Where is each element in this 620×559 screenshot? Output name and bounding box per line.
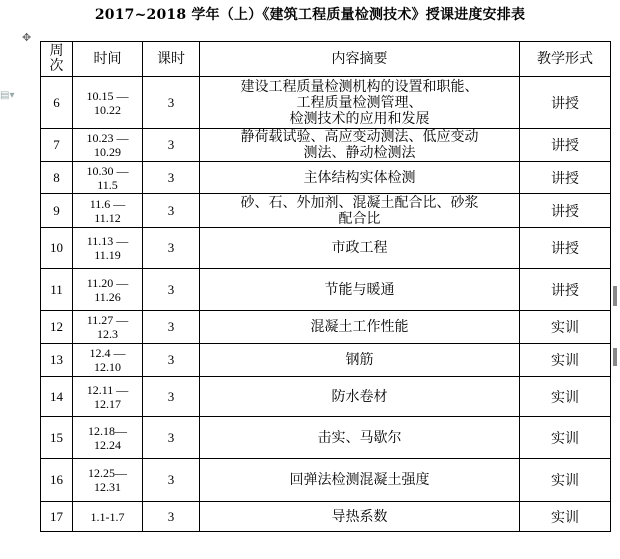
week-cell: 17 <box>41 502 73 532</box>
table-row <box>41 417 611 459</box>
header-row <box>41 42 611 77</box>
table-row <box>41 162 611 194</box>
hours-cell: 3 <box>143 417 200 459</box>
week-cell: 12 <box>41 311 73 344</box>
week-cell: 15 <box>41 417 73 459</box>
form-cell: 讲授 <box>520 269 611 311</box>
time-cell: 11.20 — 11.26 <box>73 269 143 311</box>
content-cell: 市政工程 <box>200 228 520 269</box>
content-cell: 节能与暖通 <box>200 269 520 311</box>
hours-cell: 3 <box>143 228 200 269</box>
table-row <box>41 311 611 344</box>
table-row <box>41 502 611 532</box>
time-cell: 10.15 — 10.22 <box>73 77 143 129</box>
time-cell: 11.27 — 12.3 <box>73 311 143 344</box>
scroll-marker <box>613 348 617 366</box>
form-cell: 讲授 <box>520 162 611 194</box>
table-move-handle-icon[interactable]: ✥ <box>22 31 32 44</box>
header-time: 时间 <box>73 42 143 77</box>
content-cell: 砂、石、外加剂、混凝土配合比、砂浆 配合比 <box>200 194 520 228</box>
week-cell: 16 <box>41 459 73 502</box>
time-cell: 10.30 — 11.5 <box>73 162 143 194</box>
paste-options-icon[interactable]: ▤▾ <box>0 90 15 101</box>
time-cell: 11.13 — 11.19 <box>73 228 143 269</box>
hours-cell: 3 <box>143 77 200 129</box>
week-cell: 10 <box>41 228 73 269</box>
form-cell: 讲授 <box>520 129 611 162</box>
form-cell: 实训 <box>520 417 611 459</box>
content-cell: 钢筋 <box>200 344 520 377</box>
time-cell: 12.18— 12.24 <box>73 417 143 459</box>
content-cell: 建设工程质量检测机构的设置和职能、 工程质量检测管理、 检测技术的应用和发展 <box>200 77 520 129</box>
form-cell: 讲授 <box>520 77 611 129</box>
content-cell: 导热系数 <box>200 502 520 532</box>
hours-cell: 3 <box>143 377 200 417</box>
table-row <box>41 228 611 269</box>
form-cell: 讲授 <box>520 194 611 228</box>
table-row <box>41 194 611 228</box>
time-cell: 11.6 — 11.12 <box>73 194 143 228</box>
week-cell: 7 <box>41 129 73 162</box>
form-cell: 实训 <box>520 344 611 377</box>
header-hours: 课时 <box>143 42 200 77</box>
hours-cell: 3 <box>143 459 200 502</box>
table-row <box>41 459 611 502</box>
week-cell: 13 <box>41 344 73 377</box>
time-cell: 12.11 — 12.17 <box>73 377 143 417</box>
week-cell: 14 <box>41 377 73 417</box>
content-cell: 防水卷材 <box>200 377 520 417</box>
form-cell: 实训 <box>520 311 611 344</box>
hours-cell: 3 <box>143 162 200 194</box>
form-cell: 实训 <box>520 459 611 502</box>
content-cell: 击实、马歇尔 <box>200 417 520 459</box>
content-cell: 回弹法检测混凝土强度 <box>200 459 520 502</box>
hours-cell: 3 <box>143 129 200 162</box>
form-cell: 实训 <box>520 502 611 532</box>
content-cell: 主体结构实体检测 <box>200 162 520 194</box>
header-week: 周 次 <box>41 42 73 77</box>
hours-cell: 3 <box>143 502 200 532</box>
week-cell: 11 <box>41 269 73 311</box>
time-cell: 12.25— 12.31 <box>73 459 143 502</box>
table-row <box>41 129 611 162</box>
week-cell: 6 <box>41 77 73 129</box>
scroll-marker <box>613 286 617 306</box>
header-content: 内容摘要 <box>200 42 520 77</box>
header-form: 教学形式 <box>520 42 611 77</box>
week-cell: 8 <box>41 162 73 194</box>
schedule-table <box>40 41 611 532</box>
hours-cell: 3 <box>143 311 200 344</box>
document-title: 2017~2018 学年（上）《建筑工程质量检测技术》授课进度安排表 <box>94 7 526 23</box>
time-cell: 10.23 — 10.29 <box>73 129 143 162</box>
table-row <box>41 269 611 311</box>
table-row <box>41 77 611 129</box>
content-cell: 混凝土工作性能 <box>200 311 520 344</box>
time-cell: 1.1-1.7 <box>73 502 143 532</box>
form-cell: 讲授 <box>520 228 611 269</box>
time-cell: 12.4 — 12.10 <box>73 344 143 377</box>
table-row <box>41 344 611 377</box>
hours-cell: 3 <box>143 194 200 228</box>
form-cell: 实训 <box>520 377 611 417</box>
week-cell: 9 <box>41 194 73 228</box>
table-row <box>41 377 611 417</box>
hours-cell: 3 <box>143 269 200 311</box>
content-cell: 静荷载试验、高应变动测法、低应变动 测法、静动检测法 <box>200 129 520 162</box>
hours-cell: 3 <box>143 344 200 377</box>
